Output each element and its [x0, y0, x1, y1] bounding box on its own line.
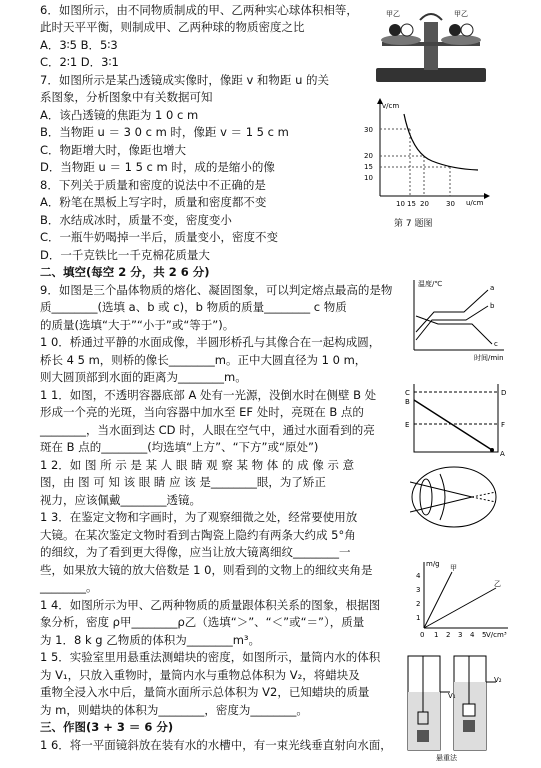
svg-text:20: 20: [420, 200, 429, 208]
q7-option-c: C．物距增大时，像距也增大: [40, 143, 187, 157]
q13-line-3: 的细纹，为了看到更大得像，应当让放大镜离细纹________一: [40, 545, 351, 559]
eye-figure: [410, 462, 512, 532]
svg-text:v/cm: v/cm: [382, 102, 400, 110]
q6-line-2: 此时天平平衡，则制成甲、乙两种球的物质密度之比: [40, 20, 305, 34]
q13-line-4: 些，如果放大镜的放大倍数是 1 0，则看到的文物上的细纹夹角是: [40, 563, 373, 577]
svg-text:1: 1: [416, 614, 421, 622]
svg-text:10: 10: [364, 174, 373, 182]
container-figure: [404, 380, 512, 458]
q7-figure-caption: 第 7 题图: [394, 219, 433, 229]
svg-text:D: D: [501, 389, 507, 397]
q15-line-4: 为 m，则蜡块的体积为________，密度为________。: [40, 703, 308, 717]
svg-text:V₂: V₂: [494, 676, 502, 684]
q6-options-cd: C．2∶1 D．3∶1: [40, 55, 119, 69]
svg-text:C: C: [405, 389, 410, 397]
q13-line-5: ________。: [40, 580, 98, 594]
svg-text:F: F: [501, 421, 506, 429]
section-2-heading: 二、填空(每空 2 分，共 2 6 分): [40, 265, 210, 279]
q11-line-2: 形成一个亮的光斑，当向容器中加水至 EF 处时，亮斑在 B 点的: [40, 405, 364, 419]
svg-text:10: 10: [396, 200, 405, 208]
q6-line-1: 6．如图所示，由不同物质制成的甲、乙两种实心球体积相等，: [40, 3, 358, 17]
svg-text:2: 2: [446, 631, 451, 638]
svg-text:A: A: [500, 450, 505, 458]
svg-text:时间/min: 时间/min: [474, 354, 504, 362]
q8-line: 8．下列关于质量和密度的说法中不正确的是: [40, 178, 266, 192]
svg-text:c: c: [494, 340, 498, 348]
cylinders-figure: [404, 652, 512, 762]
section-3-heading: 三、作图(3 + 3 ＝ 6 分): [40, 720, 174, 734]
q15-line-1: 1 5．实验室里用悬重法测蜡块的密度，如图所示，量筒内水的体积: [40, 650, 381, 664]
v-u-curve: [404, 114, 478, 170]
svg-text:0: 0: [420, 631, 425, 638]
svg-text:V₁: V₁: [448, 692, 456, 700]
q8-option-d: D．一千克铁比一千克棉花质量大: [40, 248, 210, 262]
graph-q7: [352, 98, 492, 230]
svg-text:4: 4: [470, 631, 475, 638]
svg-text:30: 30: [446, 200, 455, 208]
balance-figure: [368, 2, 494, 86]
svg-text:2: 2: [416, 600, 421, 608]
q12-line-1: 1 2．如 图 所 示 是 某 人 眼 睛 观 察 某 物 体 的 成 像 示 意: [40, 458, 355, 472]
q14-line-1: 1 4．如图所示为甲、乙两种物质的质量跟体积关系的图象，根据图: [40, 598, 381, 612]
q8-option-c: C．一瓶牛奶喝掉一半后，质量变小，密度不变: [40, 230, 279, 244]
q16-line-1: 1 6．将一平面镜斜放在装有水的水槽中，有一束光线垂直射向水面，: [40, 738, 392, 752]
series-jia-line: [424, 572, 452, 628]
q8-option-b: B．水结成冰时，质量不变，密度变小: [40, 213, 232, 227]
svg-text:乙: 乙: [494, 580, 501, 588]
q14-line-2: 象分析，密度 ρ甲________ρ乙（选填“＞”、“＜”或“＝”），质量: [40, 615, 365, 629]
ball-jia-left: [389, 24, 401, 36]
q7-option-b: B．当物距 u ＝ 3 0 c m 时，像距 v ＝ 1 5 c m: [40, 125, 289, 139]
q7-option-d: D．当物距 u ＝ 1 5 c m 时，成的是缩小的像: [40, 160, 275, 174]
svg-text:温度/℃: 温度/℃: [418, 280, 443, 288]
q9-line-3: 的质量(选填“大于”“小于”或“等于”)。: [40, 318, 235, 332]
svg-text:甲乙: 甲乙: [386, 10, 400, 18]
svg-text:E: E: [405, 421, 410, 429]
svg-text:悬重法: 悬重法: [436, 754, 457, 762]
svg-text:b: b: [490, 302, 495, 310]
q13-line-1: 1 3．在鉴定文物和字画时，为了观察细微之处，经常要使用放: [40, 510, 358, 524]
q9-line-2: 质________(选填 a、b 或 c)，b 物质的质量________ c 物质: [40, 300, 347, 314]
svg-text:V/cm³: V/cm³: [486, 631, 507, 638]
q10-line-3: 则大圆顶部到水面的距离为________m。: [40, 370, 247, 384]
q11-line-3: ________，当水面到达 CD 时，人眼在空气中，通过水面看到的亮: [40, 423, 375, 437]
svg-text:B: B: [405, 398, 410, 406]
svg-text:15: 15: [364, 163, 373, 171]
svg-text:u/cm: u/cm: [466, 199, 484, 207]
svg-text:1: 1: [434, 631, 439, 638]
svg-text:3: 3: [458, 631, 463, 638]
svg-text:a: a: [490, 284, 495, 292]
q11-line-4: 斑在 B 点的________(均选填“上方”、“下方”或“原处”): [40, 440, 319, 454]
svg-text:4: 4: [416, 572, 421, 580]
q12-line-2: 图，由 图 可 知 该 眼 睛 应 该 是________眼，为了矫正: [40, 475, 326, 489]
q8-option-a: A．粉笔在黑板上写字时，质量和密度都不变: [40, 195, 267, 209]
svg-text:30: 30: [364, 126, 373, 134]
svg-text:甲乙: 甲乙: [454, 10, 468, 18]
q9-line-1: 9．如图是三个晶体物质的熔化、凝固图象，可以判定熔点最高的是物: [40, 283, 393, 297]
series-yi-line: [424, 588, 496, 628]
svg-text:5: 5: [482, 631, 487, 638]
q14-line-3: 为 1．8 k g 乙物质的体积为________m³。: [40, 633, 261, 647]
q7-option-a: A．该凸透镜的焦距为 1 0 c m: [40, 108, 199, 122]
svg-text:甲: 甲: [450, 564, 457, 572]
q11-line-1: 1 1．如图，不透明容器底部 A 处有一光源，没倒水时在侧壁 B 处: [40, 388, 377, 402]
q6-options-ab: A．3∶5 B．5∶3: [40, 38, 118, 52]
q7-line-1: 7．如图所示是某凸透镜成实像时，像距 v 和物距 u 的关: [40, 73, 330, 87]
melting-graph: [408, 276, 512, 362]
svg-text:20: 20: [364, 152, 373, 160]
q12-line-3: 视力，应该佩戴________透镜。: [40, 493, 201, 507]
graph-q14: [412, 558, 512, 638]
svg-text:15: 15: [407, 200, 416, 208]
ball-yi-left: [401, 24, 413, 36]
q7-line-2: 系图象，分析图象中有关数据可知: [40, 90, 213, 104]
svg-text:m/g: m/g: [426, 560, 440, 568]
q10-line-1: 1 0．桥通过平静的水面成像，半圆形桥孔与其像合在一起构成圆，: [40, 335, 381, 349]
q15-line-3: 重物全浸入水中后，量筒水面所示总体积为 V2，已知蜡块的质量: [40, 685, 370, 699]
q13-line-2: 大镜。在某次鉴定文物时看到古陶瓷上隐约有两条大约成 5°角: [40, 528, 356, 542]
q10-line-2: 桥长 4 5 m，则桥的像长________m。正中大圆直径为 1 0 m，: [40, 353, 367, 367]
svg-text:3: 3: [416, 586, 421, 594]
q15-line-2: 为 V₁，只放入重物时，量筒内水与重物总体积为 V₂，将蜡块及: [40, 668, 360, 682]
